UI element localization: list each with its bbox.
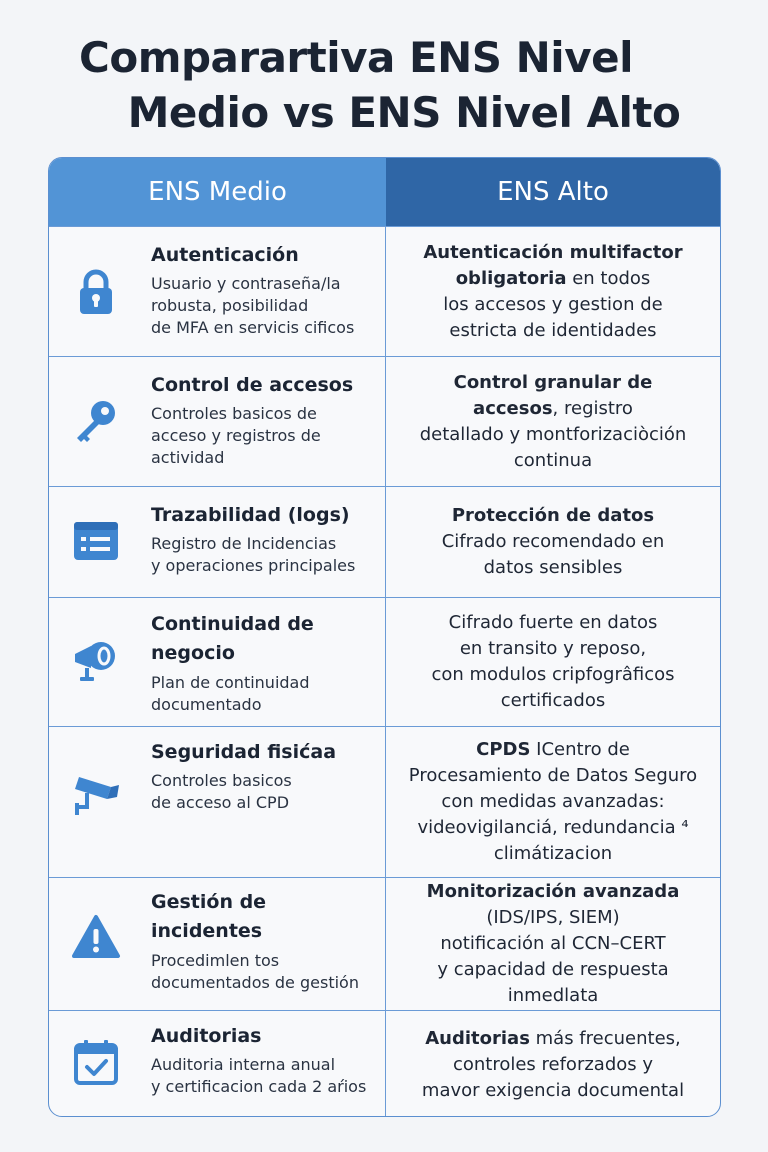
alto-text: Autenticación multifactor obligatoria en todos los accesos y gestion de estricta de identidades bbox=[423, 241, 683, 341]
alto-cell bbox=[386, 727, 720, 877]
medio-title: Trazabilidad (logs) bbox=[151, 504, 350, 526]
warning-icon bbox=[71, 912, 121, 962]
medio-desc: Registro de Incidencias y operaciones principales bbox=[151, 534, 356, 575]
alto-text: Auditorias más frecuentes, controles reforzados y mavor exigencia documental bbox=[421, 1027, 685, 1101]
medio-cell bbox=[49, 878, 386, 1010]
medio-desc: Usuario y contraseña/la robusta, posibilidad de MFA en servicis cificos bbox=[151, 274, 355, 337]
medio-desc: Procedimlen tos documentados de gestión bbox=[151, 951, 359, 992]
medio-desc: Controles basicos de acceso al CPD bbox=[151, 771, 292, 812]
calendar-check-icon bbox=[71, 1037, 121, 1087]
medio-desc: Auditoria interna anual y certificacion cada 2 aŕios bbox=[151, 1055, 367, 1096]
header-ens-alto: ENS Alto bbox=[386, 158, 720, 226]
medio-title: Control de accesos bbox=[151, 374, 354, 396]
comparison-table bbox=[48, 157, 721, 1117]
medio-cell bbox=[49, 487, 386, 597]
alto-text: Protección de datos Cifrado recomendado en datos sensibles bbox=[441, 505, 665, 578]
table-row bbox=[49, 486, 720, 597]
alto-cell bbox=[386, 487, 720, 597]
medio-cell bbox=[49, 598, 386, 726]
page-title-line-1: Comparartiva ENS Nivel bbox=[79, 33, 633, 82]
alto-cell bbox=[386, 357, 720, 486]
alto-cell bbox=[386, 227, 720, 356]
table-row bbox=[49, 226, 720, 356]
lock-icon bbox=[71, 267, 121, 317]
log-list-icon bbox=[71, 517, 121, 567]
medio-desc: Controles basicos de acceso y registros de actividad bbox=[151, 404, 321, 467]
medio-title: Gestión de incidentes bbox=[151, 891, 267, 942]
page-title bbox=[0, 30, 768, 140]
alto-cell bbox=[386, 598, 720, 726]
alto-text: Control granular de accesos, registro detallado y montforizaciòción continua bbox=[419, 371, 687, 471]
medio-desc: Plan de continuidad documentado bbox=[151, 673, 310, 714]
medio-cell bbox=[49, 1011, 386, 1117]
table-row bbox=[49, 1010, 720, 1117]
table-row bbox=[49, 877, 720, 1010]
medio-title: Auditorias bbox=[151, 1025, 262, 1047]
medio-title: Continuidad de negocio bbox=[151, 613, 314, 664]
header-ens-medio: ENS Medio bbox=[49, 158, 386, 226]
table-header bbox=[49, 158, 720, 226]
security-camera-icon bbox=[71, 767, 121, 817]
alto-text: Cifrado fuerte en datos en transito y reposo, con modulos cripfogrâficos certificados bbox=[431, 612, 675, 711]
key-icon bbox=[71, 395, 121, 445]
continuity-icon bbox=[71, 634, 121, 684]
medio-title: Seguridad fisićaa bbox=[151, 741, 337, 763]
medio-cell bbox=[49, 357, 386, 486]
page-title-line-2: Medio vs ENS Nivel Alto bbox=[127, 88, 681, 137]
alto-cell bbox=[386, 1011, 720, 1117]
table-row bbox=[49, 356, 720, 486]
medio-cell bbox=[49, 727, 386, 877]
alto-text: CPDS ICentro de Procesamiento de Datos Seguro con medidas avanzadas: videovigilanciá, redundancia ⁴ climátizacion bbox=[408, 739, 698, 864]
table-row bbox=[49, 726, 720, 877]
alto-cell bbox=[386, 878, 720, 1010]
medio-title: Autenticación bbox=[151, 244, 299, 266]
table-row bbox=[49, 597, 720, 726]
alto-text: Monitorización avanzada (IDS/IPS, SIEM) notificación al CCN–CERT y capacidad de respuesta inmedlata bbox=[426, 881, 680, 1006]
medio-cell bbox=[49, 227, 386, 356]
